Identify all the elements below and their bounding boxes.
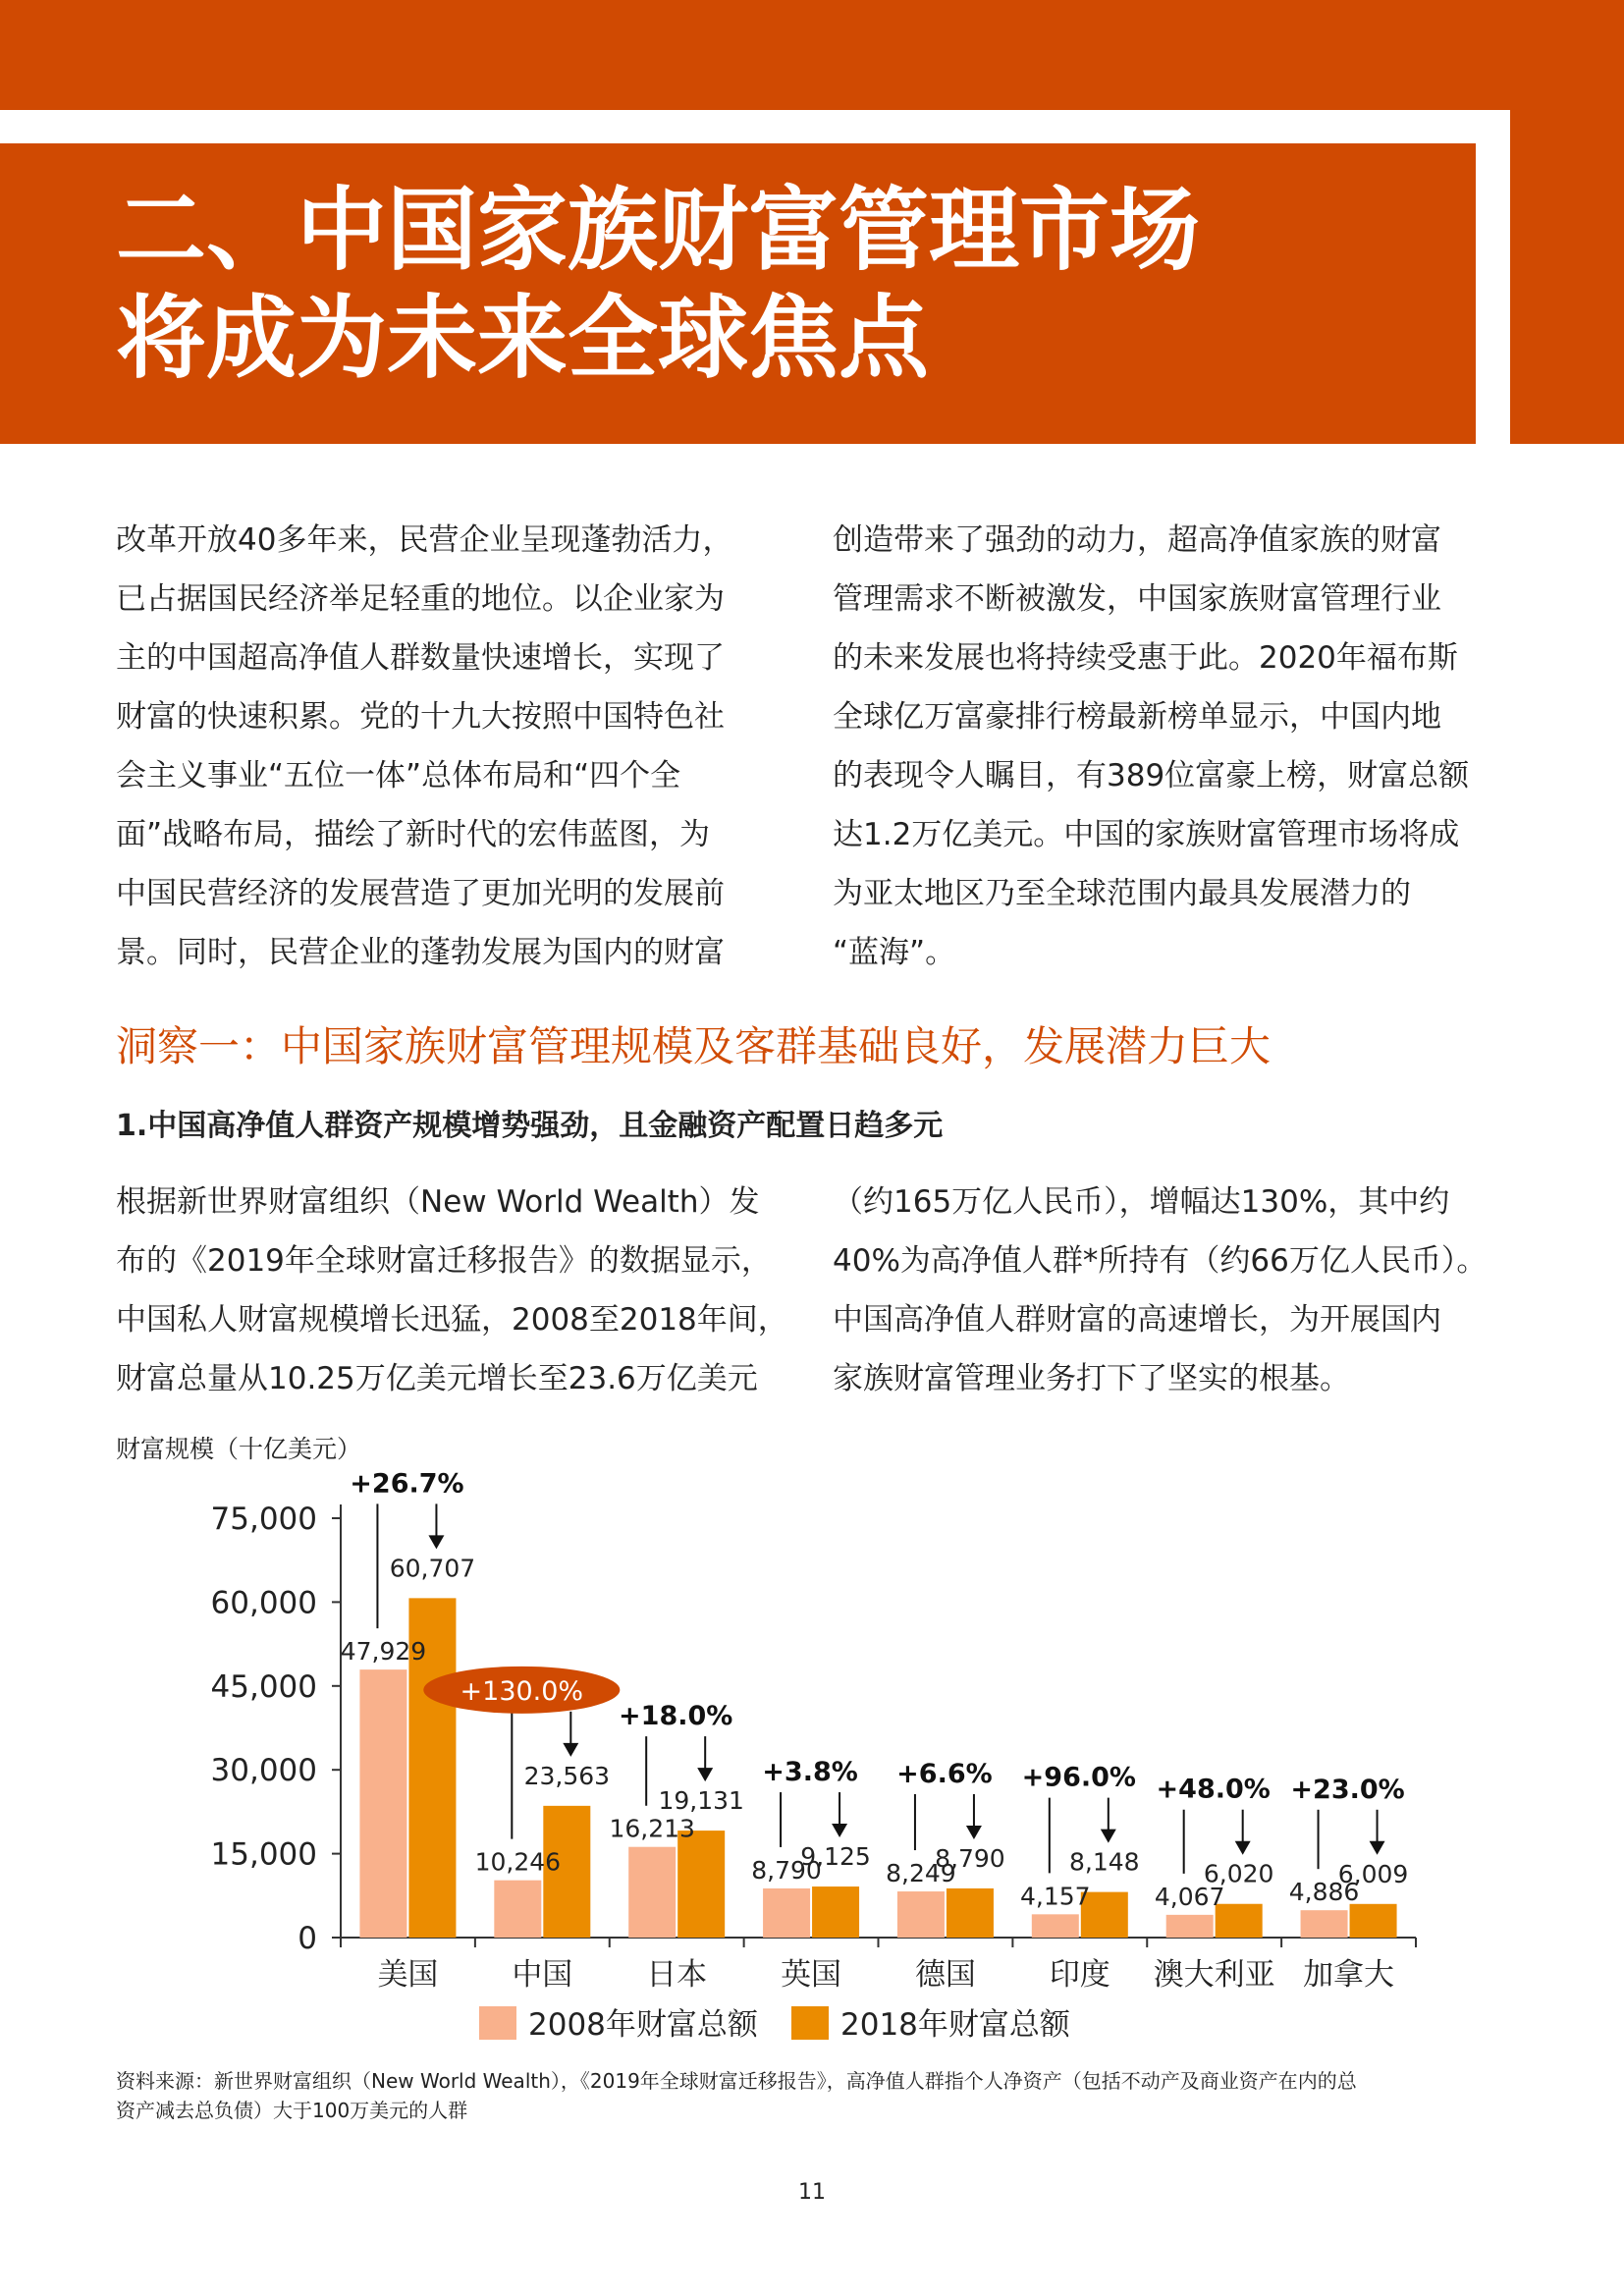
growth-arrow-head <box>563 1743 578 1757</box>
text-line: 管理需求不断被激发，中国家族财富管理行业 <box>833 581 1441 617</box>
title-line-2: 将成为未来全球焦点 <box>116 286 930 391</box>
bar-2018 <box>812 1886 859 1938</box>
text-line: “蓝海”。 <box>833 935 956 970</box>
category-label: 澳大利亚 <box>1153 1957 1275 1993</box>
title-line-1: 二、中国家族财富管理市场 <box>116 178 1201 283</box>
text-line: 已占据国民经济举足轻重的地位。以企业家为 <box>116 581 725 617</box>
page-number: 11 <box>798 2180 826 2205</box>
growth-label: +18.0% <box>619 1701 733 1732</box>
text-line: 根据新世界财富组织（New World Wealth）发 <box>116 1184 760 1220</box>
growth-label: +130.0% <box>460 1675 584 1707</box>
bar-2008 <box>494 1881 541 1938</box>
data-label-2018: 8,148 <box>1069 1847 1140 1877</box>
text-line: 达1.2万亿美元。中国的家族财富管理市场将成 <box>833 817 1460 852</box>
top-orange-band <box>0 0 1624 110</box>
legend-swatch-2018 <box>791 2006 829 2040</box>
category-label: 印度 <box>1049 1957 1110 1993</box>
text-line: （约165万亿人民币），增幅达130%，其中约 <box>833 1184 1450 1220</box>
text-line: 的表现令人瞩目，有389位富豪上榜，财富总额 <box>833 758 1470 793</box>
data-label-2008: 4,886 <box>1288 1878 1360 1907</box>
growth-arrow-head <box>1101 1830 1116 1843</box>
bar-2008 <box>897 1891 945 1938</box>
bar-2008 <box>1032 1914 1079 1938</box>
section-subheading: 1.中国高净值人群资产规模增势强劲，且金融资产配置日趋多元 <box>116 1109 944 1143</box>
y-tick-label: 60,000 <box>210 1585 317 1621</box>
data-label-2008: 4,157 <box>1020 1882 1091 1911</box>
category-label: 德国 <box>914 1957 976 1993</box>
data-label-2008: 10,246 <box>474 1847 562 1877</box>
right-orange-band <box>1510 0 1624 444</box>
data-label-2008: 47,929 <box>340 1637 427 1667</box>
data-label-2018: 6,020 <box>1203 1859 1274 1888</box>
text-line: 40%为高净值人群*所持有（约66万亿人民币）。 <box>833 1243 1488 1279</box>
text-line: 的未来发展也将持续受惠于此。2020年福布斯 <box>833 640 1458 676</box>
growth-arrow-head <box>832 1824 847 1837</box>
text-line: 会主义事业“五位一体”总体布局和“四个全 <box>116 758 681 793</box>
legend-label-2018: 2018年财富总额 <box>840 2007 1070 2043</box>
growth-label: +96.0% <box>1021 1762 1136 1793</box>
growth-arrow-head <box>1235 1841 1251 1855</box>
growth-label: +26.7% <box>350 1468 464 1500</box>
bar-2018 <box>1350 1904 1397 1938</box>
growth-arrow-head <box>697 1768 713 1781</box>
category-label: 加拿大 <box>1303 1957 1395 1993</box>
intro-right-column <box>833 511 1510 982</box>
growth-arrow-head <box>966 1826 982 1839</box>
category-label: 日本 <box>646 1957 708 1993</box>
text-line: 家族财富管理业务打下了坚实的根基。 <box>833 1361 1350 1396</box>
data-label-2008: 4,067 <box>1154 1882 1225 1911</box>
bar-2008 <box>763 1888 810 1938</box>
source-line: 资产减去总负债）大于100万美元的人群 <box>116 2099 468 2122</box>
body-right-column <box>833 1173 1510 1408</box>
text-line: 中国高净值人群财富的高速增长，为开展国内 <box>833 1302 1441 1338</box>
y-tick-label: 0 <box>298 1921 317 1956</box>
text-line: 景。同时，民营企业的蓬勃发展为国内的财富 <box>116 935 725 970</box>
body-left-column <box>116 1173 793 1408</box>
data-label-2008: 16,213 <box>609 1814 695 1843</box>
category-label: 中国 <box>512 1957 573 1993</box>
bar-2008 <box>1301 1910 1348 1938</box>
bar-2018 <box>677 1831 725 1938</box>
category-label: 英国 <box>781 1957 842 1993</box>
wealth-bar-chart <box>0 1463 1624 2052</box>
growth-label: +3.8% <box>762 1757 858 1788</box>
text-line: 中国私人财富规模增长迅猛，2008至2018年间， <box>116 1302 788 1338</box>
category-label: 美国 <box>377 1957 439 1993</box>
text-line: 中国民营经济的发展营造了更加光明的发展前 <box>116 876 725 911</box>
page-title <box>116 177 1200 393</box>
data-label-2018: 9,125 <box>800 1842 871 1872</box>
data-label-2018: 8,790 <box>935 1843 1005 1873</box>
source-note <box>116 2066 1530 2125</box>
bar-2018 <box>947 1888 994 1938</box>
data-label-2018: 19,131 <box>658 1786 744 1816</box>
legend-swatch-2008 <box>479 2006 516 2040</box>
data-label-2008: 8,249 <box>886 1859 956 1888</box>
data-label-2018: 23,563 <box>523 1761 611 1790</box>
y-tick-label: 45,000 <box>210 1668 317 1705</box>
bar-2008 <box>1166 1915 1214 1938</box>
text-line: 财富总量从10.25万亿美元增长至23.6万亿美元 <box>116 1361 758 1396</box>
text-line: 创造带来了强劲的动力，超高净值家族的财富 <box>833 522 1441 558</box>
intro-left-column <box>116 511 793 982</box>
bar-2008 <box>359 1669 406 1938</box>
y-tick-label: 15,000 <box>210 1836 317 1873</box>
growth-label: +23.0% <box>1290 1774 1405 1805</box>
data-label-2008: 8,790 <box>751 1855 822 1885</box>
insight-heading: 洞察一：中国家族财富管理规模及客群基础良好，发展潜力巨大 <box>116 1022 1272 1070</box>
growth-arrow-head <box>1370 1841 1385 1855</box>
text-line: 主的中国超高净值人群数量快速增长，实现了 <box>116 640 725 676</box>
data-label-2018: 6,009 <box>1337 1859 1409 1888</box>
text-line: 全球亿万富豪排行榜最新榜单显示，中国内地 <box>833 699 1441 735</box>
growth-arrow-head <box>428 1535 444 1549</box>
legend-label-2008: 2008年财富总额 <box>528 2007 758 2043</box>
source-line: 资料来源：新世界财富组织（New World Wealth），《2019年全球财富迁移报告》，高净值人群指个人净资产（包括不动产及商业资产在内的总 <box>116 2069 1357 2093</box>
text-line: 布的《2019年全球财富迁移报告》的数据显示， <box>116 1243 772 1279</box>
growth-label: +6.6% <box>896 1758 993 1789</box>
text-line: 财富的快速积累。党的十九大按照中国特色社 <box>116 699 725 735</box>
y-tick-label: 75,000 <box>210 1502 317 1537</box>
y-tick-label: 30,000 <box>210 1753 317 1789</box>
chart-unit-label: 财富规模（十亿美元） <box>116 1435 362 1463</box>
growth-label: +48.0% <box>1156 1774 1271 1805</box>
text-line: 为亚太地区乃至全球范围内最具发展潜力的 <box>833 876 1411 911</box>
text-line: 面”战略布局，描绘了新时代的宏伟蓝图，为 <box>116 817 711 852</box>
data-label-2018: 60,707 <box>389 1554 476 1583</box>
text-line: 改革开放40多年来，民营企业呈现蓬勃活力， <box>116 522 733 558</box>
bar-2008 <box>628 1847 676 1938</box>
